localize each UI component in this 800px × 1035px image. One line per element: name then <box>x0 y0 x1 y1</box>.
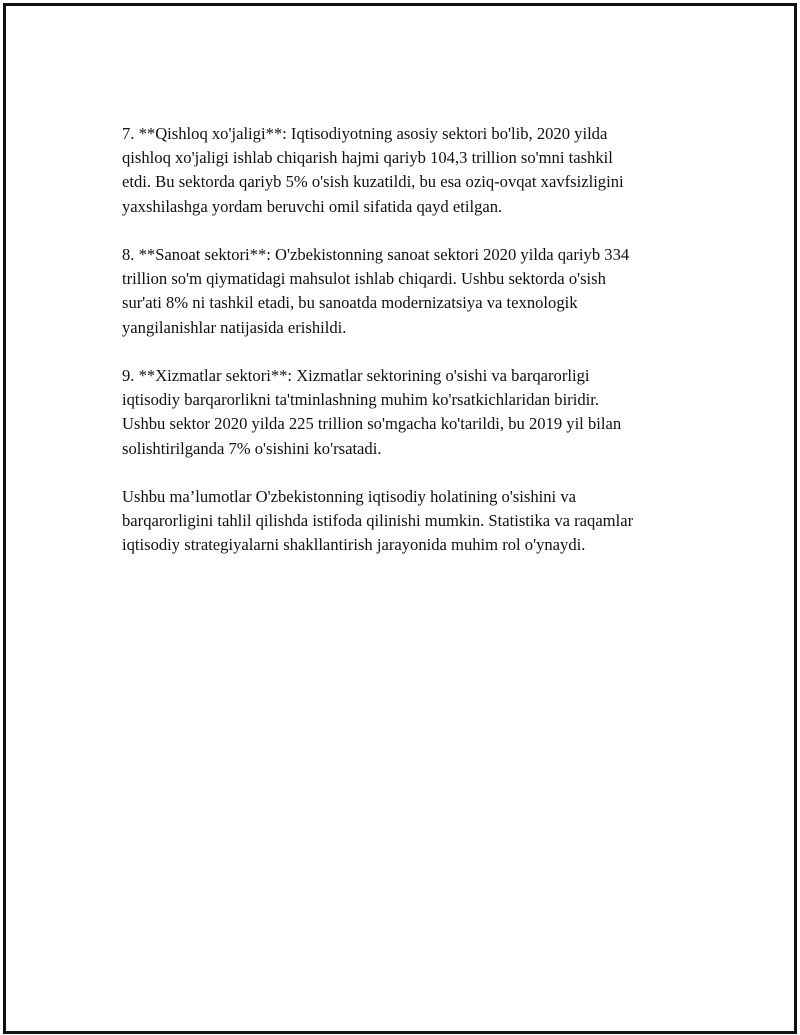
page-frame <box>3 3 797 1034</box>
paragraph-agriculture: 7. **Qishloq xo'jaligi**: Iqtisodiyotning asosiy sektori bo'lib, 2020 yilda qishloq xo'jaligi ishlab chiqarish hajmi qariyb 104,3 trillion so'mni tashkil etdi. Bu sektorda qariyb 5% o'sish kuzatildi, bu esa oziq-ovqat xavfsizligini yaxshilashga yordam beruvchi omil sifatida qayd etilgan. <box>122 124 624 216</box>
document-body <box>122 122 702 582</box>
paragraph-conclusion: Ushbu ma’lumotlar O'zbekistonning iqtisodiy holatining o'sishini va barqarorligini tahlil qilishda istifoda qilinishi mumkin. Statistika va raqamlar iqtisodiy strategiyalarni shakllantirish jarayonida muhim rol o'ynaydi. <box>122 487 634 555</box>
paragraph-industry: 8. **Sanoat sektori**: O'zbekistonning sanoat sektori 2020 yilda qariyb 334 trillion so'm qiymatidagi mahsulot ishlab chiqardi. Ushbu sektorda o'sish sur'ati 8% ni tashkil etadi, bu sanoatda modernizatsiya va texnologik yangilanishlar natijasida erishildi. <box>122 245 630 337</box>
paragraph-services: 9. **Xizmatlar sektori**: Xizmatlar sektorining o'sishi va barqarorligi iqtisodiy barqarorlikni ta'tminlashning muhim ko'rsatkichlaridan biridir. Ushbu sektor 2020 yilda 225 trillion so'mgacha ko'tarildi, bu 2019 yil bilan solishtirilganda 7% o'sishini ko'rsatadi. <box>122 366 622 458</box>
